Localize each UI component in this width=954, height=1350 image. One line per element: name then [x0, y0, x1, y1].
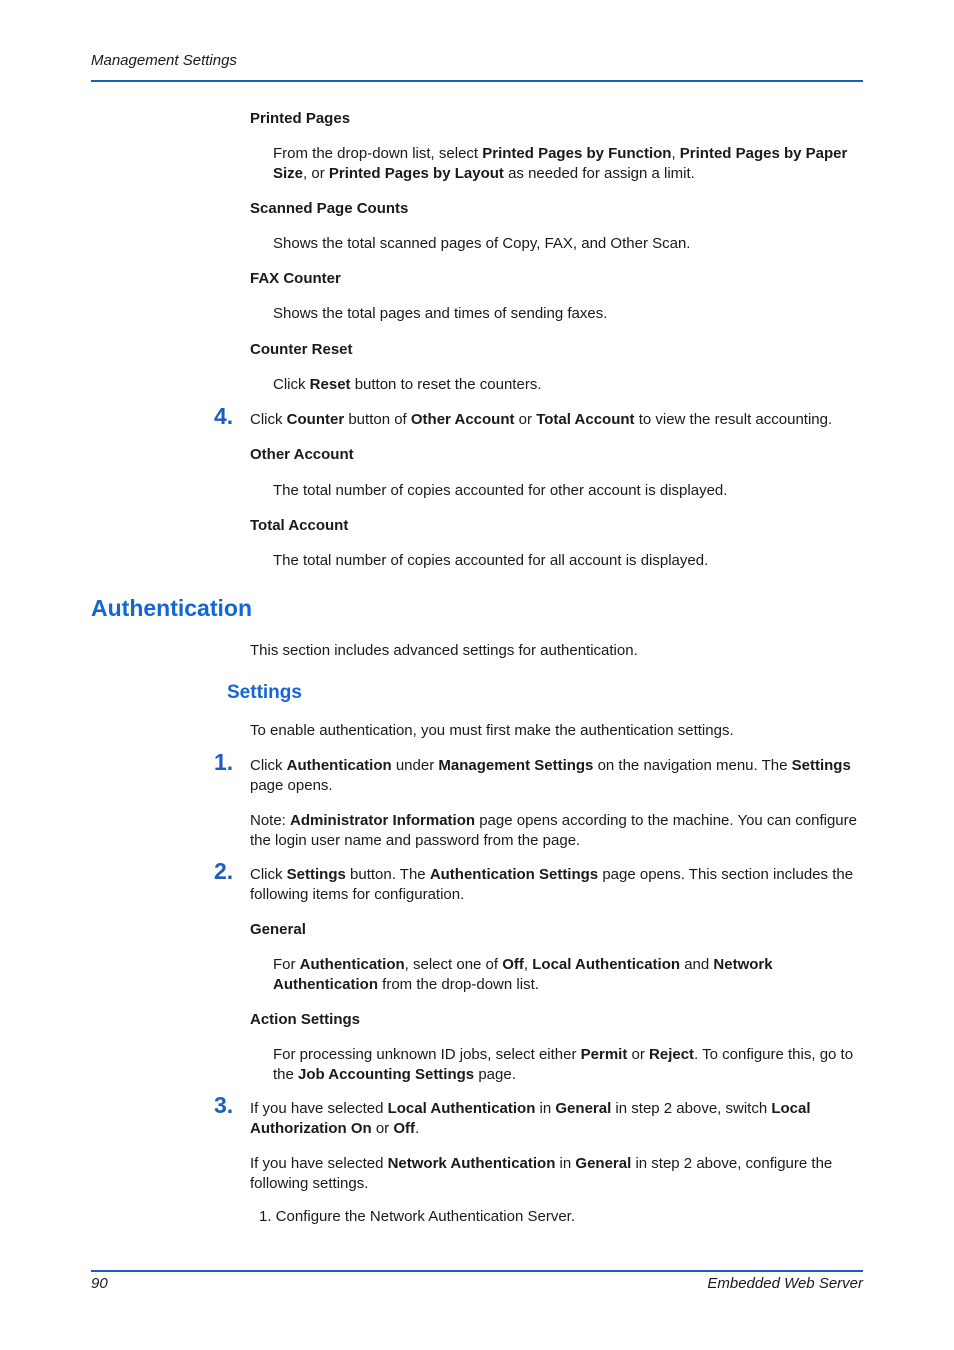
running-header: Management Settings: [91, 52, 237, 69]
reset-heading: Counter Reset: [250, 341, 353, 358]
header-rule: [91, 80, 863, 82]
step-3-body: If you have selected Local Authentication in General in step 2 above, switch Local Authorization On or Off.: [250, 1100, 811, 1137]
total-account-heading: Total Account: [250, 517, 349, 534]
scanned-heading: Scanned Page Counts: [250, 200, 409, 217]
settings-title: Settings: [227, 682, 302, 703]
authentication-title: Authentication: [91, 595, 252, 621]
scanned-body: Shows the total scanned pages of Copy, FAX, and Other Scan.: [273, 235, 691, 252]
reset-body: Click Reset button to reset the counters.: [273, 376, 542, 393]
other-account-body: The total number of copies accounted for other account is displayed.: [273, 482, 728, 499]
printed-pages-body: From the drop-down list, select Printed Pages by Function, Printed Pages by Paper Size, or Printed Pages by Layout as needed for assign a limit.: [273, 145, 848, 182]
footer-rule: [91, 1270, 863, 1272]
total-account-body: The total number of copies accounted for all account is displayed.: [273, 552, 709, 569]
other-account-heading: Other Account: [250, 446, 354, 463]
action-heading: Action Settings: [250, 1011, 361, 1028]
page-number: 90: [91, 1275, 108, 1292]
authentication-intro: This section includes advanced settings for authentication.: [250, 642, 638, 659]
step-1-body: Click Authentication under Management Settings on the navigation menu. The Settings page opens.: [250, 757, 851, 794]
note-body: Note: Administrator Information page opens according to the machine. You can configure the login user name and password from the page.: [250, 812, 857, 849]
step-4-number: 4.: [214, 403, 234, 429]
fax-body: Shows the total pages and times of sending faxes.: [273, 305, 608, 322]
step-3-number: 3.: [214, 1092, 234, 1118]
step-2-number: 2.: [214, 858, 234, 884]
settings-intro: To enable authentication, you must first make the authentication settings.: [250, 722, 734, 739]
step-1-number: 1.: [214, 749, 234, 775]
list-item: 1. Configure the Network Authentication Server.: [259, 1208, 576, 1225]
document-title: Embedded Web Server: [707, 1275, 863, 1292]
network-body: If you have selected Network Authentication in General in step 2 above, configure the following settings.: [250, 1155, 833, 1192]
step-4-body: Click Counter button of Other Account or Total Account to view the result accounting.: [250, 411, 833, 428]
printed-pages-heading: Printed Pages: [250, 110, 351, 127]
step-2-body: Click Settings button. The Authentication Settings page opens. This section includes the following items for configuration.: [250, 866, 854, 903]
action-body: For processing unknown ID jobs, select either Permit or Reject. To configure this, go to the Job Accounting Settings page.: [273, 1046, 854, 1083]
fax-heading: FAX Counter: [250, 270, 341, 287]
general-heading: General: [250, 921, 306, 938]
general-body: For Authentication, select one of Off, Local Authentication and Network Authentication from the drop-down list.: [273, 956, 773, 993]
